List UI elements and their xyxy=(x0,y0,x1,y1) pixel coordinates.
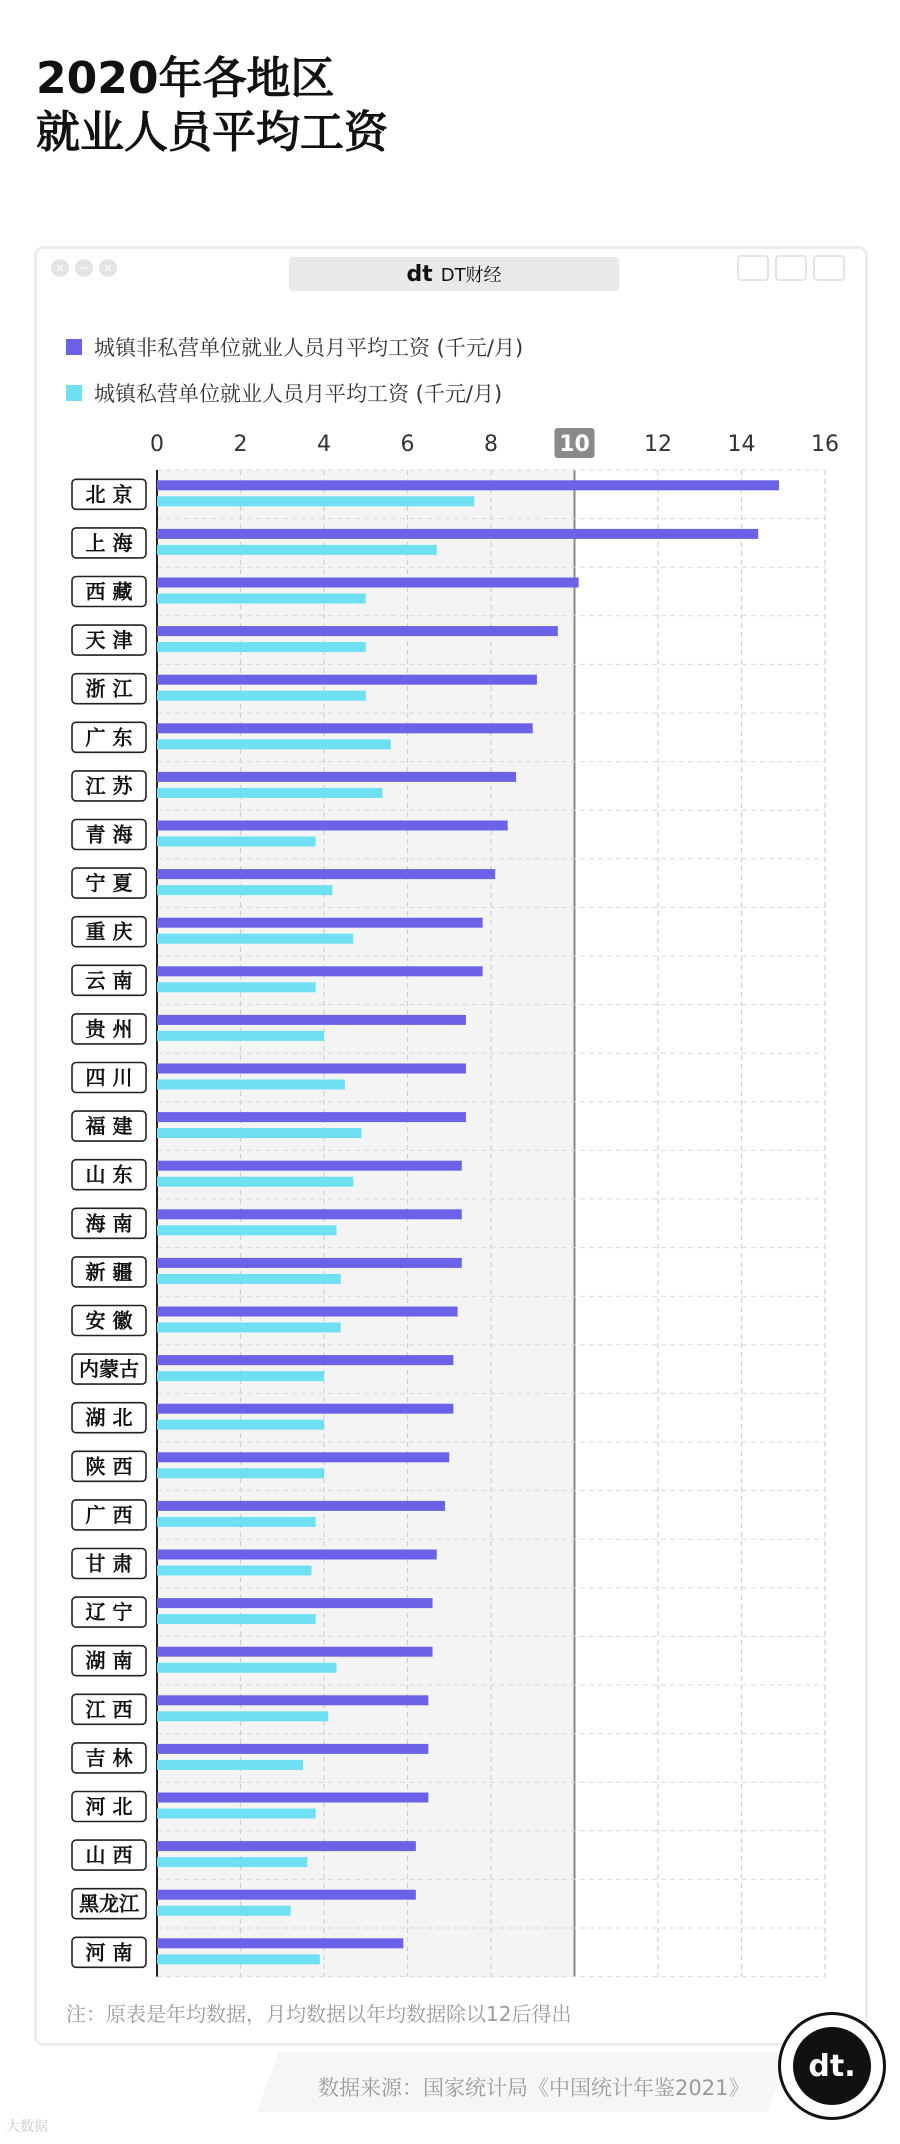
bar-private xyxy=(157,1274,341,1284)
bar-non-private xyxy=(157,1015,466,1025)
bar-non-private xyxy=(157,1550,437,1560)
category-label: 新 疆 xyxy=(85,1259,133,1284)
close-icon[interactable]: × xyxy=(51,259,69,277)
bar-private xyxy=(157,1517,316,1527)
category-label: 山 西 xyxy=(85,1843,133,1868)
data-source: 数据来源：国家统计局《中国统计年鉴2021》 xyxy=(318,2076,750,2100)
bar-non-private xyxy=(157,1355,453,1365)
category-label: 重 庆 xyxy=(85,919,133,944)
bar-non-private xyxy=(157,675,537,685)
category-label: 黑龙江 xyxy=(79,1891,139,1916)
bar-non-private xyxy=(157,1452,449,1462)
bar-non-private xyxy=(157,723,533,733)
bar-non-private xyxy=(157,1112,466,1122)
bar-non-private xyxy=(157,1209,462,1219)
category-label: 青 海 xyxy=(85,822,133,847)
footer-watermark: 大数据 xyxy=(6,2119,48,2135)
x-tick-label: 16 xyxy=(811,432,839,457)
bar-private xyxy=(157,1663,337,1673)
x-tick-label: 14 xyxy=(727,432,756,457)
bar-non-private xyxy=(157,1793,428,1803)
title-line-1: 2020年各地区 xyxy=(36,53,335,104)
bar-non-private xyxy=(157,918,483,928)
bar-private xyxy=(157,1031,324,1041)
legend-label-non-private: 城镇非私营单位就业人员月平均工资 (千元/月) xyxy=(94,336,524,360)
bar-private xyxy=(157,1468,324,1478)
bar-private xyxy=(157,1711,328,1721)
category-label: 浙 江 xyxy=(85,676,133,701)
bar-non-private xyxy=(157,821,508,831)
bar-private xyxy=(157,1906,291,1916)
bar-non-private xyxy=(157,1841,416,1851)
category-label: 四 川 xyxy=(85,1065,133,1090)
category-label: 内蒙古 xyxy=(79,1357,139,1382)
category-label: 河 南 xyxy=(85,1940,133,1965)
bar-non-private xyxy=(157,1161,462,1171)
bar-non-private xyxy=(157,1307,458,1317)
x-tick-label: 12 xyxy=(644,432,672,457)
category-label: 辽 宁 xyxy=(85,1600,133,1625)
category-label: 宁 夏 xyxy=(85,871,133,896)
category-label: 湖 北 xyxy=(85,1405,133,1430)
bar-non-private xyxy=(157,869,495,879)
bar-non-private xyxy=(157,1647,433,1657)
bar-private xyxy=(157,496,474,506)
bar-private xyxy=(157,1177,353,1187)
bar-non-private xyxy=(157,1938,403,1948)
bar-private xyxy=(157,594,366,604)
bar-private xyxy=(157,885,332,895)
category-label: 吉 林 xyxy=(85,1745,133,1770)
category-label: 西 藏 xyxy=(85,579,133,604)
category-label: 天 津 xyxy=(85,628,133,653)
bar-private xyxy=(157,545,437,555)
bar-non-private xyxy=(157,1744,428,1754)
bar-non-private xyxy=(157,1695,428,1705)
bar-non-private xyxy=(157,966,483,976)
bar-private xyxy=(157,1225,337,1235)
brand-name: DT财经 xyxy=(440,265,502,286)
x-tick-label: 4 xyxy=(317,432,331,457)
bar-private xyxy=(157,642,366,652)
bar-private xyxy=(157,1614,316,1624)
category-label: 江 西 xyxy=(85,1697,133,1722)
bar-private xyxy=(157,1080,345,1090)
bar-private xyxy=(157,1420,324,1430)
bar-private xyxy=(157,837,316,847)
bar-non-private xyxy=(157,1598,433,1608)
bar-non-private xyxy=(157,1501,445,1511)
bar-private xyxy=(157,1371,324,1381)
bar-private xyxy=(157,1566,311,1576)
category-label: 陕 西 xyxy=(85,1454,133,1479)
bar-private xyxy=(157,1760,303,1770)
dt-badge-logo xyxy=(778,2012,886,2120)
brand-logo-icon: dt xyxy=(406,261,433,287)
category-label: 山 东 xyxy=(85,1162,133,1187)
bar-non-private xyxy=(157,1064,466,1074)
bar-private xyxy=(157,739,391,749)
category-label: 贵 州 xyxy=(85,1016,133,1041)
bar-private xyxy=(157,1128,362,1138)
bar-non-private xyxy=(157,626,558,636)
category-label: 上 海 xyxy=(85,530,133,555)
x-tick-label: 10 xyxy=(559,432,590,457)
bar-private xyxy=(157,982,316,992)
bar-non-private xyxy=(157,480,779,490)
bar-non-private xyxy=(157,772,516,782)
bar-non-private xyxy=(157,578,579,588)
category-label: 河 北 xyxy=(85,1794,133,1819)
bar-private xyxy=(157,1323,341,1333)
bar-private xyxy=(157,691,366,701)
title-line-2: 就业人员平均工资 xyxy=(36,107,388,158)
bar-non-private xyxy=(157,1258,462,1268)
x-tick-label: 6 xyxy=(400,432,415,457)
legend-label-private: 城镇私营单位就业人员月平均工资 (千元/月) xyxy=(94,382,503,406)
x-tick-label: 0 xyxy=(150,432,164,457)
bar-private xyxy=(157,934,353,944)
bar-private xyxy=(157,788,382,798)
category-label: 湖 南 xyxy=(85,1648,133,1673)
x-tick-label: 8 xyxy=(484,432,498,457)
category-label: 安 徽 xyxy=(85,1308,133,1333)
bar-non-private xyxy=(157,1890,416,1900)
dt-badge-icon: dt. xyxy=(793,2027,871,2105)
category-label: 北 京 xyxy=(85,482,133,507)
category-label: 海 南 xyxy=(85,1211,133,1236)
category-label: 广 东 xyxy=(85,725,133,750)
category-label: 广 西 xyxy=(85,1502,133,1527)
bar-non-private xyxy=(157,529,758,539)
bar-private xyxy=(157,1954,320,1964)
minimize-icon[interactable]: − xyxy=(75,259,93,277)
bar-private xyxy=(157,1809,316,1819)
maximize-icon[interactable]: × xyxy=(99,259,117,277)
category-label: 云 南 xyxy=(85,968,133,993)
category-label: 福 建 xyxy=(85,1114,133,1139)
bar-private xyxy=(157,1857,307,1867)
category-label: 甘 肃 xyxy=(85,1551,133,1576)
x-tick-label: 2 xyxy=(233,432,248,457)
footnote: 注：原表是年均数据，月均数据以年均数据除以12后得出 xyxy=(66,2002,572,2026)
category-label: 江 苏 xyxy=(85,773,133,798)
bar-non-private xyxy=(157,1404,453,1414)
